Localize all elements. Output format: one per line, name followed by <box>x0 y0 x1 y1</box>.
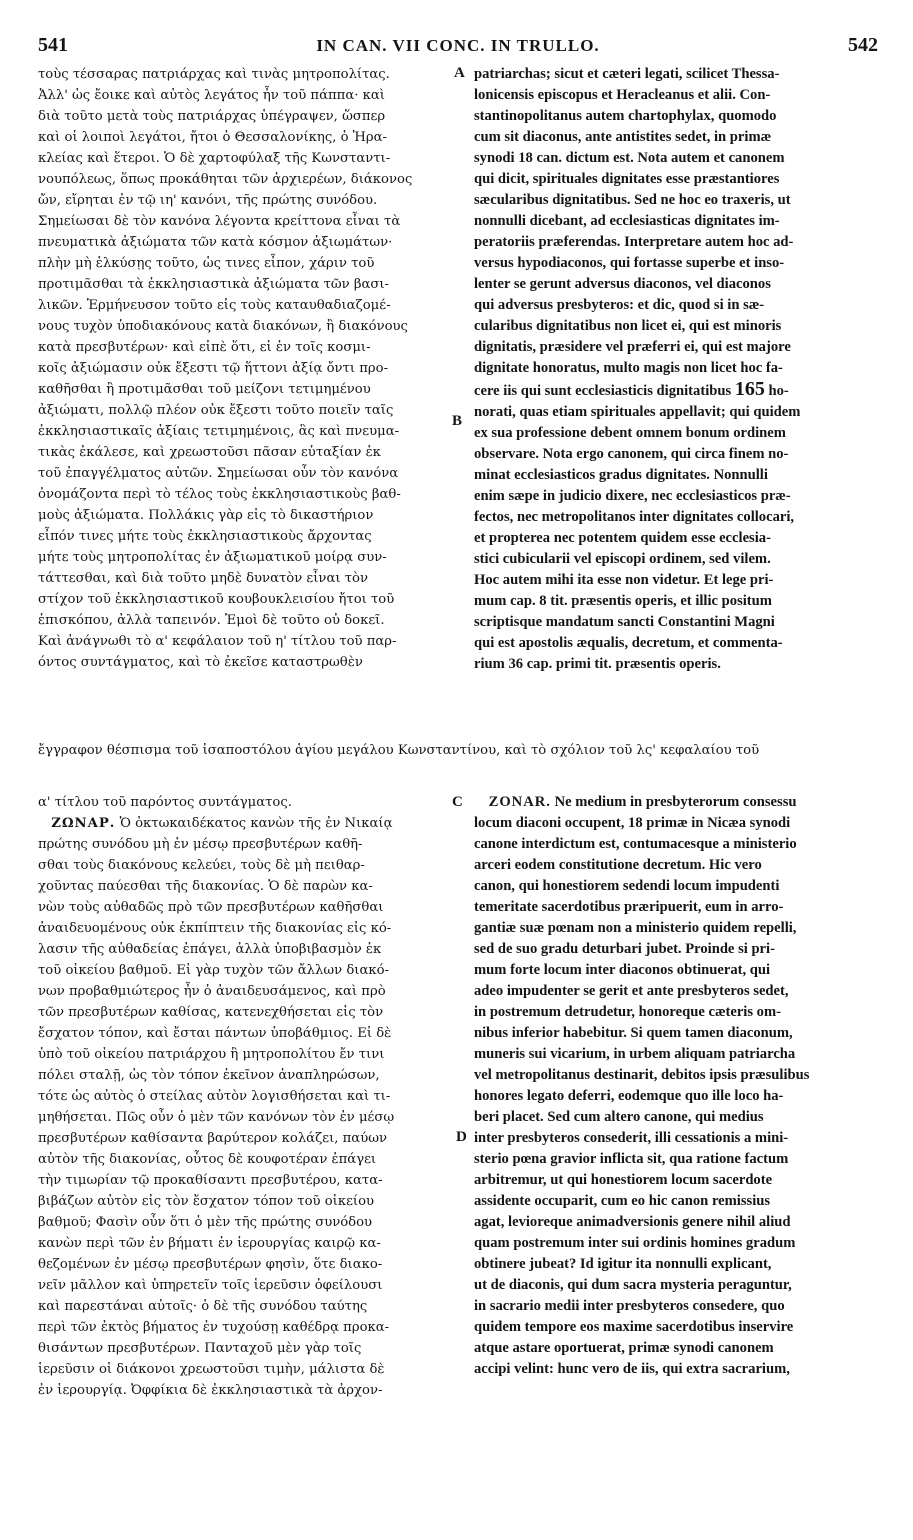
text-line: τάττεσθαι, καὶ διὰ τοῦτο μηδὲ δυνατὸν εἶναι τὸν <box>38 571 368 586</box>
text-line: patriarchas; sicut et cæteri legati, scilicet Thessa- <box>474 66 780 82</box>
text-line: fectos, nec metropolitanos inter dignitates collocari, <box>474 509 795 525</box>
text-line: dignitate honoratus, multo magis non licet hoc fa- <box>474 360 783 376</box>
text-line: τικὰς ἐκάλεσε, καὶ χρεωστοῦσι πᾶσαν εὐταξίαν ἐκ <box>38 445 381 460</box>
text-line: assidente occuparit, cum eo hic canon remissius <box>474 1193 771 1209</box>
text-line: περὶ τῶν ἐκτὸς βήματος ἐν τυχούσῃ καθέδρᾳ προκα- <box>38 1320 390 1335</box>
text-line: ἀναιδευομένους οὐκ ἐκπίπτειν τῆς διακονίας εἰς κό- <box>38 921 392 936</box>
section-label: ΖΩΝΑΡ. <box>51 816 116 831</box>
text-line: βαθμοῦ; Φασὶν οὖν ὅτι ὁ μὲν τῆς πρώτης συνόδου <box>38 1215 373 1230</box>
text-line: ὀνομάζοντα περὶ τὸ τέλος τοὺς ἐκκλησιαστικοὺς βαθ- <box>38 487 401 502</box>
text-line: muneris sui vicarium, in urbem aliquam patriarcha <box>474 1046 796 1062</box>
text-line: θισάντων πρεσβυτέρων. Πανταχοῦ μὲν γὰρ τοῖς <box>38 1341 362 1356</box>
text-line: sterio pœna gravior inflicta sit, qua ratione factum <box>474 1151 789 1167</box>
text-line: διὰ τοῦτο μετὰ τοὺς πατριάρχας ὑπέγραψεν, ὥσπερ <box>38 109 386 124</box>
running-title: IN CAN. VII CONC. IN TRULLO. <box>316 36 600 55</box>
text-line: ἀξιώματι, πολλῷ πλέον οὐκ ἔξεστι τοῦτο ποιεῖν ταῖς <box>38 403 394 418</box>
text-line: πνευματικὰ ἀξιώματα τῶν κατὰ κόσμον ἀξιωμάτων· <box>38 235 393 250</box>
text-line: ἔγγραφον θέσπισμα τοῦ ἰσαποστόλου ἁγίου μεγάλου Κωνσταντίνου, καὶ τὸ σχόλιον τοῦ λς' κεφαλαίου τοῦ <box>38 743 760 758</box>
text-line: vel metropolitanus destinarit, debitos ipsis præsulibus <box>474 1067 810 1083</box>
text-line: νουπόλεως, ὅπως προκάθηται τῶν ἀρχιερέων, διάκονος <box>38 172 413 187</box>
text-line: τότε ὡς αὐτὸς ὁ στείλας αὐτὸν λογισθήσεται καὶ τι- <box>38 1089 391 1104</box>
text-line: βιβάζων αὐτὸν εἰς τὸν ἔσχατον τόπον τοῦ οἰκείου <box>38 1194 375 1209</box>
text-line: θεζομένων ἐν μέσῳ πρεσβυτέρων φησὶν, ὅτε διακο- <box>38 1257 383 1272</box>
text-line: rium 36 cap. primi tit. præsentis operis. <box>474 656 721 672</box>
text-segment: ho- <box>768 383 789 399</box>
latin-column-top <box>474 64 878 736</box>
text-line: τοῦ ἐπαγγέλματος αὐτῶν. Σημείωσαι οὖν τὸν κανόνα <box>38 466 399 481</box>
text-line: quidem tempore eos maxime sacerdotibus inservire <box>474 1319 794 1335</box>
text-segment: Ne medium in presbyterorum consessu <box>554 794 797 810</box>
text-line: κατὰ πρεσβυτέρων· καὶ εἰπὲ ὅτι, εἰ ἐν τοῖς κοσμι- <box>38 340 371 355</box>
text-line: synodi 18 can. dictum est. Nota autem et canonem <box>474 150 785 166</box>
text-line: πλὴν μὴ ἑλκύσῃς τοῦτο, ὡς τινες εἶπον, χάριν τοῦ <box>38 256 375 271</box>
text-line: agat, levioreque animadversionis genere nihil aliud <box>474 1214 791 1230</box>
text-line: dignitatis, præsidere vel præferri ei, qui est majore <box>474 339 791 355</box>
text-line: Ἀλλ' ὡς ἔοικε καὶ αὐτὸς λεγάτος ἦν τοῦ πάππα· καὶ <box>38 88 385 103</box>
text-line: τῶν πρεσβυτέρων καθίσας, κατενεχθήσεται εἰς τὸν <box>38 1005 384 1020</box>
text-line: Καὶ ἀνάγνωθι τὸ α' κεφάλαιον τοῦ η' τίτλου τοῦ παρ- <box>38 634 397 649</box>
text-line: λικῶν. Ἑρμήνευσον τοῦτο εἰς τοὺς καταυθαδιαζομέ- <box>38 298 391 313</box>
text-line: κλείας καὶ ἕτεροι. Ὁ δὲ χαρτοφύλαξ τῆς Κωνσταντι- <box>38 151 391 166</box>
text-line: qui adversus presbyteros: et dic, quod si in sæ- <box>474 297 765 313</box>
text-line: quam postremum inter sui ordinis homines gradum <box>474 1235 796 1251</box>
text-line: όντος συντάγματος, καὶ τὸ ἐκεῖσε καταστρωθὲν <box>38 655 363 670</box>
text-line: adeo impudenter se gerit et ante presbyteros sedet, <box>474 983 789 999</box>
text-line: lenter se gerunt adversus diaconos, vel diaconos <box>474 276 771 292</box>
text-line: πόλει σταλῇ, ὡς τὸν τόπον ἐκεῖνον ἀναπληρώσων, <box>38 1068 380 1083</box>
text-line: lonicensis episcopus et Heracleanus et alii. Con- <box>474 87 771 103</box>
page-number-right: 542 <box>848 34 878 56</box>
text-line: stici cubicularii vel episcopi ordinem, sed vilem. <box>474 551 771 567</box>
text-line: inter presbyteros consederit, illi cessationis a mini- <box>474 1130 789 1146</box>
text-line: ἐκκλησιαστικαῖς ἀξίαις τετιμημένοις, ἃς καὶ πνευμα- <box>38 424 400 439</box>
margin-marker-b: B <box>452 413 463 429</box>
text-line: nibus inferior habebitur. Si quem tamen diaconum, <box>474 1025 793 1041</box>
page-number-left: 541 <box>38 34 68 56</box>
text-segment: Ὁ ὀκτωκαιδέκατος κανὼν τῆς ἐν Νικαίᾳ <box>119 816 393 831</box>
column-number: 165 <box>734 379 765 400</box>
text-line: καὶ παρεστάναι αὐτοῖς· ὁ δὲ τῆς συνόδου ταύτης <box>38 1299 368 1314</box>
margin-marker-a: A <box>454 65 465 81</box>
text-line: in sacrario medii inter presbyteros consedere, quo <box>474 1298 785 1314</box>
text-line: λασιν τῆς αὐθαδείας ἐπάγει, ἀλλὰ ὑποβιβασμὸν ἐκ <box>38 942 382 957</box>
text-line: στίχον τοῦ ἐκκλησιαστικοῦ κουβουκλεισίου ἤτοι τοῦ <box>38 592 395 607</box>
text-line: προτιμᾶσθαι τὰ ἐκκλησιαστικὰ ἀξιώματα τῶν βασι- <box>38 277 389 292</box>
text-line: canone interdictum est, contumacesque a ministerio <box>474 836 797 852</box>
text-line: sæcularibus dignitatibus. Sed ne hoc eo traxeris, ut <box>474 192 791 208</box>
text-line: νων προβαθμιώτερος ἦν ὁ ἀναιδευσάμενος, καὶ πρὸ <box>38 984 386 999</box>
text-line: nonnulli dicebant, ad ecclesiasticas dignitates im- <box>474 213 780 229</box>
text-line: arceri eodem constitutione decretum. Hic vero <box>474 857 762 873</box>
text-line: αὐτὸν τῆς διακονίας, οὗτος δὲ κουφοτέραν ἐπάγει <box>38 1152 377 1167</box>
text-line: temeritate sacerdotibus præripuerit, eum in arro- <box>474 899 784 915</box>
text-line: καὶ οἱ λοιποὶ λεγάτοι, ἤτοι ὁ Θεσσαλονίκης, ὁ Ἡρα- <box>38 130 387 145</box>
text-line: χοῦντας παύεσθαι τῆς διακονίας. Ὁ δὲ παρὼν κα- <box>38 879 373 894</box>
spanning-line <box>38 740 883 761</box>
text-line: μηθήσεται. Πῶς οὖν ὁ μὲν τῶν κανόνων τὸν ἐν μέσῳ <box>38 1110 395 1125</box>
text-line: Hoc autem mihi ita esse non videtur. Et lege pri- <box>474 572 774 588</box>
margin-marker-d: D <box>456 1129 467 1145</box>
text-line-with-number <box>474 379 878 402</box>
text-line: καθῆσθαι ἢ προτιμᾶσθαι τοῦ μείζονι τετιμημένου <box>38 382 371 397</box>
text-line: scriptisque mandatum sancti Constantini Magni <box>474 614 775 630</box>
text-line: κοῖς ἀξιώμασιν οὐκ ἔξεστι τῷ ἥττονι ἀξίᾳ ὄντι προ- <box>38 361 389 376</box>
section-label: ZONAR. <box>488 794 551 810</box>
text-line: in postremum detrudetur, honoreque cæteris om- <box>474 1004 781 1020</box>
text-line: σθαι τοὺς διακόνους κελεύει, τοὺς δὲ μὴ πειθαρ- <box>38 858 365 873</box>
text-line: μήτε τοὺς μητροπολίτας ἐν ἀξιωματικοῦ μοίρᾳ συν- <box>38 550 387 565</box>
text-line: minat ecclesiasticos gradus dignitates. Nonnulli <box>474 467 768 483</box>
text-line: κανὼν περὶ τῶν ἐν βήματι ἐν ἱερουργίας καιρῷ κα- <box>38 1236 381 1251</box>
text-line: cum sit diaconus, ante antistites sedet, in primæ <box>474 129 772 145</box>
text-line: ἐπισκόπου, ἀλλὰ ταπεινόν. Ἐμοὶ δὲ τοῦτο οὐ δοκεῖ. <box>38 613 385 628</box>
text-line: enim sæpe in judicio dixere, nec ecclesiasticos præ- <box>474 488 791 504</box>
text-line: qui est apostolis æqualis, decretum, et commenta- <box>474 635 783 651</box>
text-line: τὴν τιμωρίαν τῷ προκαθίσαντι πρεσβυτέρου, κατα- <box>38 1173 383 1188</box>
text-line: versus hypodiaconos, qui fortasse superbe et inso- <box>474 255 785 271</box>
greek-column-top <box>38 64 456 764</box>
text-line: πρώτης συνόδου μὴ ἐν μέσῳ πρεσβυτέρων καθῆ- <box>38 837 363 852</box>
text-line: νὼν τοὺς αὐθαδῶς πρὸ τῶν πρεσβυτέρων καθῆσθαι <box>38 900 384 915</box>
text-line: ὤν, εἴρηται ἐν τῷ ιη' κανόνι, τῆς πρώτης συνόδου. <box>38 193 378 208</box>
text-line: canon, qui honestiorem sedendi locum impudenti <box>474 878 780 894</box>
text-line: et propterea nec potentem quidem esse ecclesia- <box>474 530 771 546</box>
text-line: ex sua professione debent omnem bonum ordinem <box>474 425 786 441</box>
text-line: sed de suo gradu deturbari jubet. Proinde si pri- <box>474 941 775 957</box>
text-line: ἐν ἱερουργίᾳ. Ὀφφίκια δὲ ἐκκλησιαστικὰ τὰ ἀρχον- <box>38 1383 383 1398</box>
text-line: qui dicit, spirituales dignitates esse præstantiores <box>474 171 780 187</box>
running-header <box>38 34 878 58</box>
text-line: νους τυχὸν ὑποδιακόνους κατὰ διακόνων, ἢ διακόνους <box>38 319 408 334</box>
text-line: τοὺς τέσσαρας πατριάρχας καὶ τινὰς μητροπολίτας. <box>38 67 390 82</box>
text-line: obtinere jubeat? Id igitur ita nonnulli explicant, <box>474 1256 772 1272</box>
latin-column-bottom <box>474 792 878 1512</box>
text-line: observare. Nota ergo canonem, qui circa finem no- <box>474 446 789 462</box>
text-line: εἶπόν τινες μήτε τοὺς ἐκκλησιαστικοὺς ἄρχοντας <box>38 529 372 544</box>
text-line: honores legato deferri, eodemque quo ille loco ha- <box>474 1088 784 1104</box>
text-line: accipi velint: hunc vero de iis, qui extra sacrarium, <box>474 1361 790 1377</box>
text-line: locum diaconi occupent, 18 primæ in Nicæa synodi <box>474 815 791 831</box>
greek-column-bottom <box>38 792 456 1512</box>
text-line: peratoriis præferendas. Interpretare autem hoc ad- <box>474 234 794 250</box>
text-line: ὑπὸ τοῦ οἰκείου πατριάρχου ἢ μητροπολίτου ἔν τινι <box>38 1047 385 1062</box>
text-line: μοὺς ἀξιώματα. Πολλάκις γὰρ εἰς τὸ δικαστήριον <box>38 508 374 523</box>
zonaras-latin-first-line <box>474 792 878 813</box>
margin-marker-c: C <box>452 794 463 810</box>
text-line: νεῖν μᾶλλον καὶ ὑπηρετεῖν τοῖς ἱερεῦσιν ὀφείλουσι <box>38 1278 383 1293</box>
zonaras-greek-first-line <box>38 813 456 834</box>
text-line: norati, quas etiam spirituales appellavit; qui quidem <box>474 404 801 420</box>
text-line: cularibus dignitatibus non licet ei, qui est minoris <box>474 318 782 334</box>
text-line: arbitremur, ut qui honestiorem locum sacerdote <box>474 1172 773 1188</box>
text-line: ἔσχατον τόπον, καὶ ἔσται πάντων ὑποβάθμιος. Εἰ δὲ <box>38 1026 392 1041</box>
text-line: beri placet. Sed cum altero canone, qui medius <box>474 1109 764 1125</box>
text-line: τοῦ οἰκείου βαθμοῦ. Εἰ γὰρ τυχὸν τῶν ἄλλων διακό- <box>38 963 389 978</box>
text-line: stantinopolitanus autem chartophylax, quomodo <box>474 108 777 124</box>
text-line: Σημείωσαι δὲ τὸν κανόνα λέγοντα κρείττονα εἶναι τὰ <box>38 214 401 229</box>
text-line: mum forte locum inter diaconos obtinuerat, qui <box>474 962 771 978</box>
text-line: mum cap. 8 tit. præsentis operis, et illic positum <box>474 593 772 609</box>
text-line: gantiæ suæ pœnam non a ministerio quidem repelli, <box>474 920 797 936</box>
text-line: ἱερεῦσιν οἱ διάκονοι χρεωστοῦσι τιμὴν, μάλιστα δὲ <box>38 1362 385 1377</box>
text-line: πρεσβυτέρων καθίσαντα βαρύτερον κολάζει, παύων <box>38 1131 387 1146</box>
text-segment: cere iis qui sunt ecclesiasticis dignitatibus <box>474 383 732 399</box>
text-line: α' τίτλου τοῦ παρόντος συντάγματος. <box>38 795 292 810</box>
text-line: ut de diaconis, qui dum sacra mysteria peraguntur, <box>474 1277 792 1293</box>
text-line: atque astare oportuerat, primæ synodi canonem <box>474 1340 774 1356</box>
